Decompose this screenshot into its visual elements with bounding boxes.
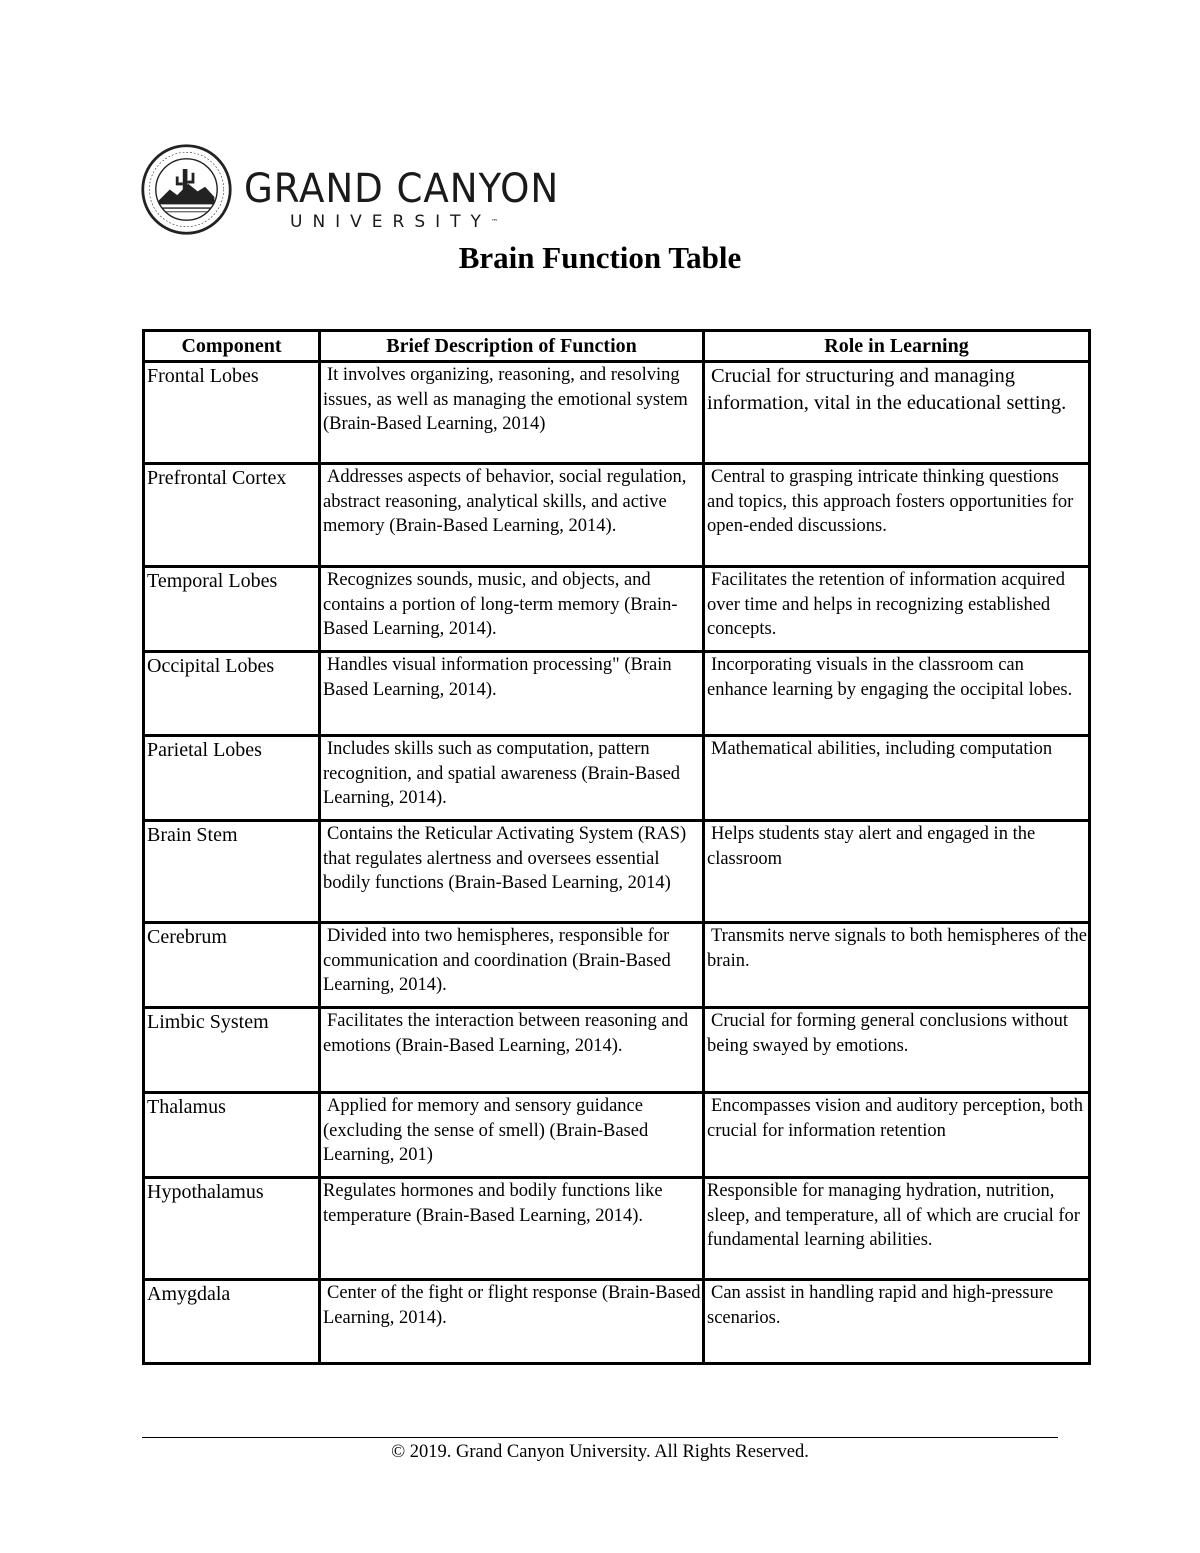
component-cell: Hypothalamus xyxy=(144,1178,320,1280)
table-row xyxy=(144,1178,1090,1280)
component-cell: Cerebrum xyxy=(144,923,320,1008)
role-cell: Mathematical abilities, including computation xyxy=(704,736,1090,821)
logo-wordmark-line2 xyxy=(290,213,498,231)
component-cell: Temporal Lobes xyxy=(144,567,320,652)
table-row xyxy=(144,1008,1090,1093)
role-cell: Facilitates the retention of information acquired over time and helps in recognizing established concepts. xyxy=(704,567,1090,652)
footer-copyright: © 2019. Grand Canyon University. All Rights Reserved. xyxy=(391,1442,809,1462)
component-cell: Parietal Lobes xyxy=(144,736,320,821)
description-cell: Contains the Reticular Activating System (RAS) that regulates alertness and oversees essential bodily functions (Brain-Based Learning, 2014) xyxy=(320,821,704,923)
logo-wordmark-line1: GRAND CANYON xyxy=(244,166,560,212)
description-cell: Applied for memory and sensory guidance (excluding the sense of smell) (Brain-Based Learning, 201) xyxy=(320,1093,704,1178)
trademark-mark: ™ xyxy=(490,218,498,226)
description-cell: It involves organizing, reasoning, and resolving issues, as well as managing the emotional system (Brain-Based Learning, 2014) xyxy=(320,362,704,464)
description-cell: Recognizes sounds, music, and objects, and contains a portion of long-term memory (Brain-Based Learning, 2014). xyxy=(320,567,704,652)
description-cell: Facilitates the interaction between reasoning and emotions (Brain-Based Learning, 2014). xyxy=(320,1008,704,1093)
component-cell: Amygdala xyxy=(144,1280,320,1364)
description-cell: Center of the fight or flight response (Brain-Based Learning, 2014). xyxy=(320,1280,704,1364)
role-cell: Incorporating visuals in the classroom can enhance learning by engaging the occipital lobes. xyxy=(704,652,1090,736)
table-row xyxy=(144,736,1090,821)
role-cell: Central to grasping intricate thinking questions and topics, this approach fosters opportunities for open-ended discussions. xyxy=(704,464,1090,567)
table-row xyxy=(144,464,1090,567)
role-cell: Crucial for forming general conclusions without being swayed by emotions. xyxy=(704,1008,1090,1093)
footer-divider xyxy=(142,1437,1058,1438)
role-cell: Transmits nerve signals to both hemispheres of the brain. xyxy=(704,923,1090,1008)
brain-function-table xyxy=(142,329,1091,1365)
description-cell: Regulates hormones and bodily functions like temperature (Brain-Based Learning, 2014). xyxy=(320,1178,704,1280)
column-header-role: Role in Learning xyxy=(704,331,1090,362)
component-cell: Frontal Lobes xyxy=(144,362,320,464)
component-cell: Occipital Lobes xyxy=(144,652,320,736)
table-row xyxy=(144,567,1090,652)
role-cell: Responsible for managing hydration, nutrition, sleep, and temperature, all of which are crucial for fundamental learning abilities. xyxy=(704,1178,1090,1280)
table-row xyxy=(144,652,1090,736)
table-row xyxy=(144,821,1090,923)
role-cell: Crucial for structuring and managing information, vital in the educational setting. xyxy=(704,362,1090,464)
component-cell: Limbic System xyxy=(144,1008,320,1093)
description-cell: Divided into two hemispheres, responsible for communication and coordination (Brain-Based Learning, 2014). xyxy=(320,923,704,1008)
description-cell: Handles visual information processing" (Brain Based Learning, 2014). xyxy=(320,652,704,736)
column-header-component: Component xyxy=(144,331,320,362)
table-row xyxy=(144,923,1090,1008)
logo-wordmark-line2-text: UNIVERSITY xyxy=(290,212,491,232)
column-header-description: Brief Description of Function xyxy=(320,331,704,362)
role-cell: Can assist in handling rapid and high-pressure scenarios. xyxy=(704,1280,1090,1364)
table-header-row xyxy=(144,331,1090,362)
page-title: Brain Function Table xyxy=(458,240,742,275)
component-cell: Brain Stem xyxy=(144,821,320,923)
table-row xyxy=(144,362,1090,464)
description-cell: Includes skills such as computation, pattern recognition, and spatial awareness (Brain-Based Learning, 2014). xyxy=(320,736,704,821)
component-cell: Prefrontal Cortex xyxy=(144,464,320,567)
component-cell: Thalamus xyxy=(144,1093,320,1178)
role-cell: Encompasses vision and auditory perception, both crucial for information retention xyxy=(704,1093,1090,1178)
university-logo xyxy=(140,143,560,238)
table-row xyxy=(144,1280,1090,1364)
university-seal-icon xyxy=(140,143,233,236)
table-row xyxy=(144,1093,1090,1178)
role-cell: Helps students stay alert and engaged in the classroom xyxy=(704,821,1090,923)
description-cell: Addresses aspects of behavior, social regulation, abstract reasoning, analytical skills, and active memory (Brain-Based Learning, 2014). xyxy=(320,464,704,567)
